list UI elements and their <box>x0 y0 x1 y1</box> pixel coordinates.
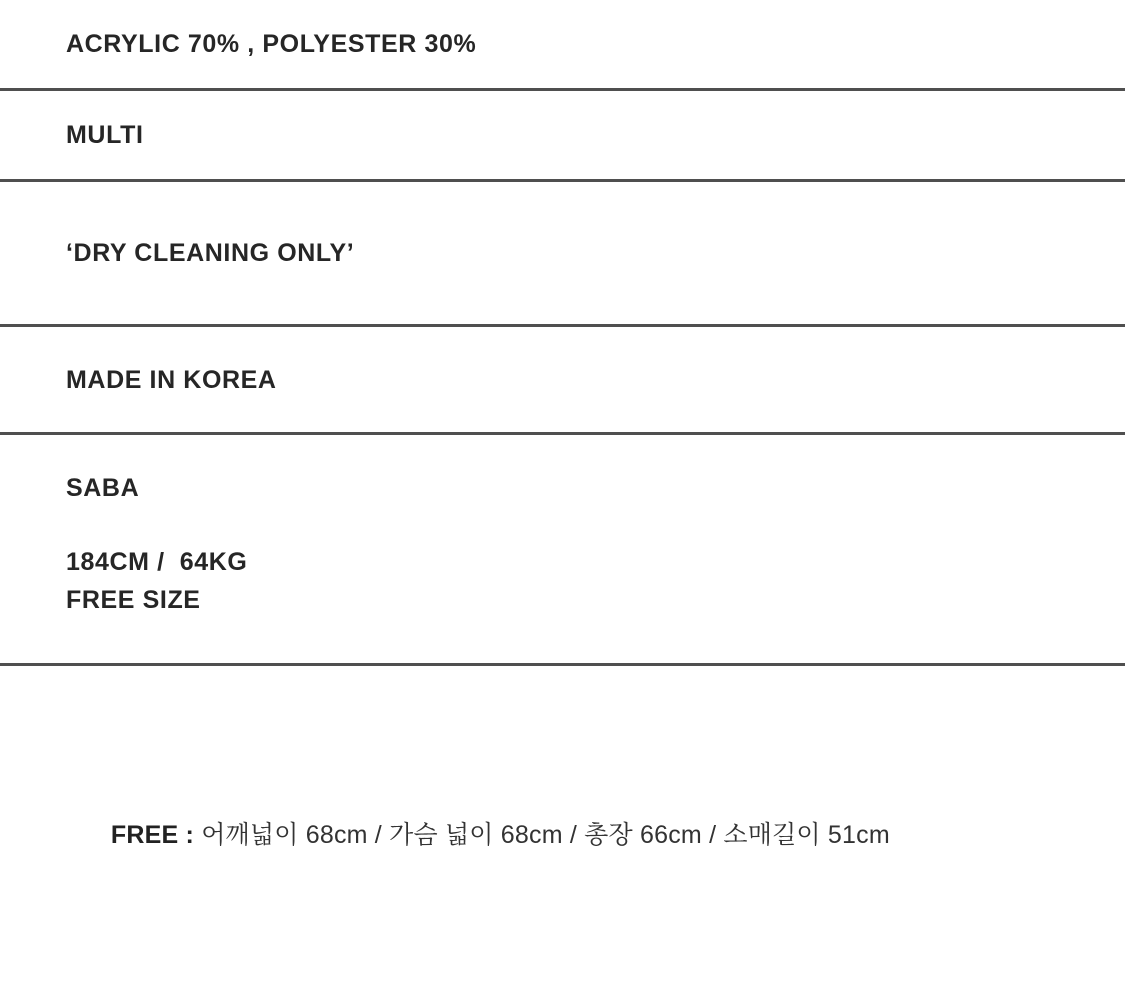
model-info-row <box>0 435 1125 666</box>
origin-row <box>0 327 1125 435</box>
measurements-section <box>0 666 1125 999</box>
model-name-text: SABA <box>66 474 140 502</box>
measurements-separator: : <box>178 820 202 849</box>
color-text: MULTI <box>66 121 144 149</box>
fabric-text: ACRYLIC 70% , POLYESTER 30% <box>66 30 477 58</box>
fabric-row <box>0 0 1125 91</box>
model-stats-text: 184CM / 64KG <box>66 548 248 576</box>
care-instructions-text: ‘DRY CLEANING ONLY’ <box>66 239 355 267</box>
model-spec-group <box>66 543 247 619</box>
measurements-size-label: FREE <box>110 820 179 849</box>
origin-text: MADE IN KOREA <box>66 365 277 394</box>
measurements-line <box>68 786 890 880</box>
care-instructions-row <box>0 182 1125 327</box>
garment-size-text: FREE SIZE <box>66 586 201 614</box>
color-row <box>0 91 1125 182</box>
measurements-details-text: 어깨넓이 68cm / 가슴 넓이 68cm / 총장 66cm / 소매길이 51cm <box>201 820 890 849</box>
